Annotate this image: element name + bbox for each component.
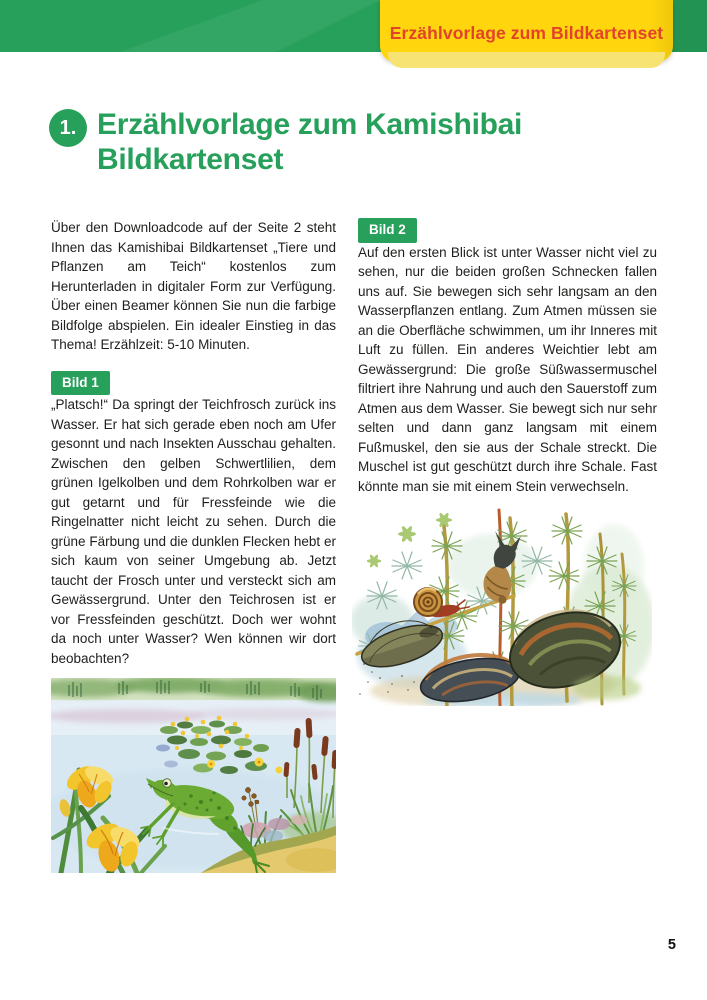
bild-2-badge: Bild 2: [358, 218, 417, 243]
title-row: [49, 107, 659, 177]
header-tab-label: Erzählvorlage zum Bildkartenset: [389, 22, 664, 43]
bild-2-text: Auf den ersten Blick ist unter Wasser nicht viel zu sehen, nur die beiden großen Schnecken fallen uns auf. Sie bewegen sich sehr langsam an den Wasserpflanzen entlang. Zum Atmen müssen sie an die Oberfläche schwimmen, um ihr Inneres mit Luft zu füllen. Ein anderes Weichtier lebt am Gewässergrund: Die große Süßwassermuschel filtriert ihre Nahrung und auch den Sauerstoff zum Atmen aus dem Wasser. Sie bewegt sich nur sehr selten und dann ganz langsam mit einem Fußmuskel, den sie aus der Schale streckt. Die Muschel ist gut geschützt durch ihre Schale. Fast könnte man sie mit einem Stein verwechseln.: [358, 244, 657, 494]
right-column: [358, 218, 657, 711]
bild-1-badge: Bild 1: [51, 371, 110, 396]
underwater-illustration: [352, 506, 657, 711]
page-title: [97, 107, 522, 177]
page-number: 5: [667, 937, 676, 953]
section-number-badge: 1.: [49, 109, 87, 147]
underwater-illustration-svg: [352, 506, 652, 706]
bild-1-text: „Platsch!“ Da springt der Teichfrosch zurück ins Wasser. Er hat sich gerade eben noch am Ufer gesonnt und nach Insekten Ausschau gehalten. Zwischen den gelben Schwertlilien, dem grünen Igelkolben und dem Rohrkolben war er gut getarnt und für Fressfeinde wie die Ringelnatter nicht leicht zu sehen. Durch die grüne Färbung und die dunklen Flecken hebt er sich kaum von seiner Umgebung ab. Jetzt taucht der Frosch unter und versteckt sich am Gewässergrund. Unter den Teichrosen ist er vor Fressfeinden geschützt. Doch wer wohnt da noch unter Wasser? Wen können wir dort beobachten?: [51, 397, 336, 666]
header-tab: [380, 0, 673, 62]
pond-illustration: [51, 678, 336, 878]
page-title-line1: Erzählvorlage zum Kamishibai: [97, 108, 523, 141]
header-band-shade: [120, 0, 380, 52]
pond-illustration-svg: [51, 678, 336, 873]
page-title-line2: Bildkartenset: [97, 143, 284, 176]
left-column: [51, 218, 336, 878]
intro-paragraph: Über den Downloadcode auf der Seite 2 steht Ihnen das Kamishibai Bildkartenset „Tiere und Pflanzen am Teich“ kostenlos zum Herunterladen in digitaler Form zur Verfügung. Über einen Beamer können Sie nun die farbige Bildfolge abspielen. Ein idealer Einstieg in das Thema! Erzählzeit: 5-10 Minuten.: [51, 220, 336, 352]
